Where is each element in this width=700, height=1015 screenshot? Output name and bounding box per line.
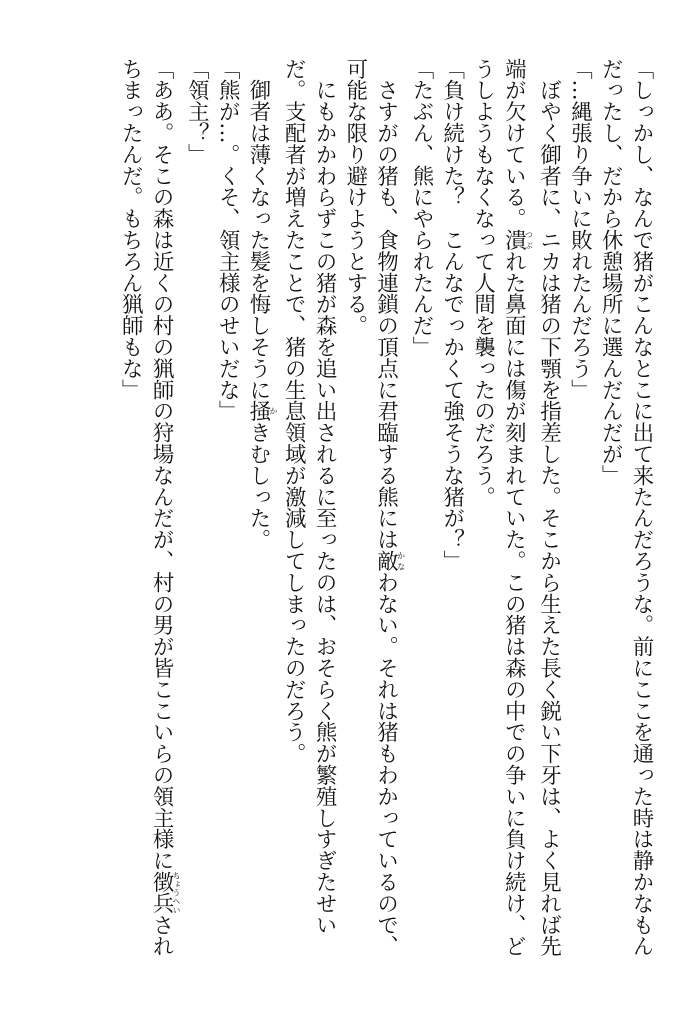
text-line-3: 「…縄張り争いに敗れたんだろう」 [567,58,593,401]
text-line-13-part-b: きむしった。 [245,421,271,551]
text-line-1: 「しっかし、なんで猪がこんなとこに出て来たんだろうな。前にここを通った時は静かなもん [629,58,654,957]
text-line-6-head: う [470,58,496,80]
text-line-11: にもかかわらずこの猪が森を追い出されるに至ったのは、おそらく熊が繁殖しすぎたせい [312,58,338,936]
text-line-9-part-a: さすがの猪も、食物連鎖の頂点に君臨する熊には [373,58,399,551]
text-line-14: 「熊が…。くそ、領主様のせいだな」 [215,58,241,422]
ruby-chouhei-reading: ちょうへい [172,871,182,915]
vertical-text-body [114,58,656,958]
text-line-13-part-a: 御者は薄くなった髪を悔しそうに [245,58,271,401]
text-line-5-part-a: 端が欠けている。 [501,58,527,230]
text-line-4: ぼやく御者に、ニカは猪の下顎を指差した。そこから生えた長く鋭い下牙は、よく見れば先 [536,58,562,957]
ruby-chouhei-base: 徴兵 [149,871,175,915]
text-line-7: 「負け続けた？ こんなでっかくて強そうな猪が？」 [439,58,465,572]
text-line-16-part-a: 「ああ。そこの森は近くの村の猟師の狩場なんだが、村の男が皆ここいらの領主様に [149,58,175,872]
text-line-5 [498,58,533,958]
text-line-8: 「たぶん、熊にやられたんだ」 [408,58,434,358]
text-line-16-part-b: され [149,914,175,957]
ruby-kana-reading: かな [396,550,406,572]
ruby-kana-base: 敵 [373,550,399,572]
ruby-ka [245,400,278,422]
ruby-chouhei [149,871,182,915]
text-line-17: ちまったんだ。もちろん猟師もな」 [118,58,144,401]
text-line-13 [242,58,277,958]
ruby-kana [373,550,406,572]
ruby-tsubu [501,229,534,251]
text-line-6 [467,58,498,958]
text-line-2: だったし、だから休憩場所に選んだんだが」 [598,58,624,486]
ruby-ka-reading: か [268,400,278,422]
text-line-15: 「領主？」 [184,58,210,165]
text-line-16 [145,58,180,958]
text-line-5-part-b: れた鼻面には傷が刻まれていた。この猪は森の中での争いに負け続け、ど [501,250,527,957]
text-line-9 [370,58,405,958]
ruby-tsubu-base: 潰 [501,229,527,251]
text-line-12: だ。支配者が増えたことで、猪の生息領域が激減してしまったのだろう。 [281,58,307,765]
text-line-10: 可能な限り避けようとする。 [342,58,368,337]
text-line-6-body: しようもなくなって人間を襲ったのだろう。 [470,79,496,508]
text-line-9-part-b: わない。それは猪もわかっているので、 [373,571,399,957]
ruby-tsubu-reading: つぶ [524,229,534,251]
ruby-ka-base: 掻 [245,400,271,422]
